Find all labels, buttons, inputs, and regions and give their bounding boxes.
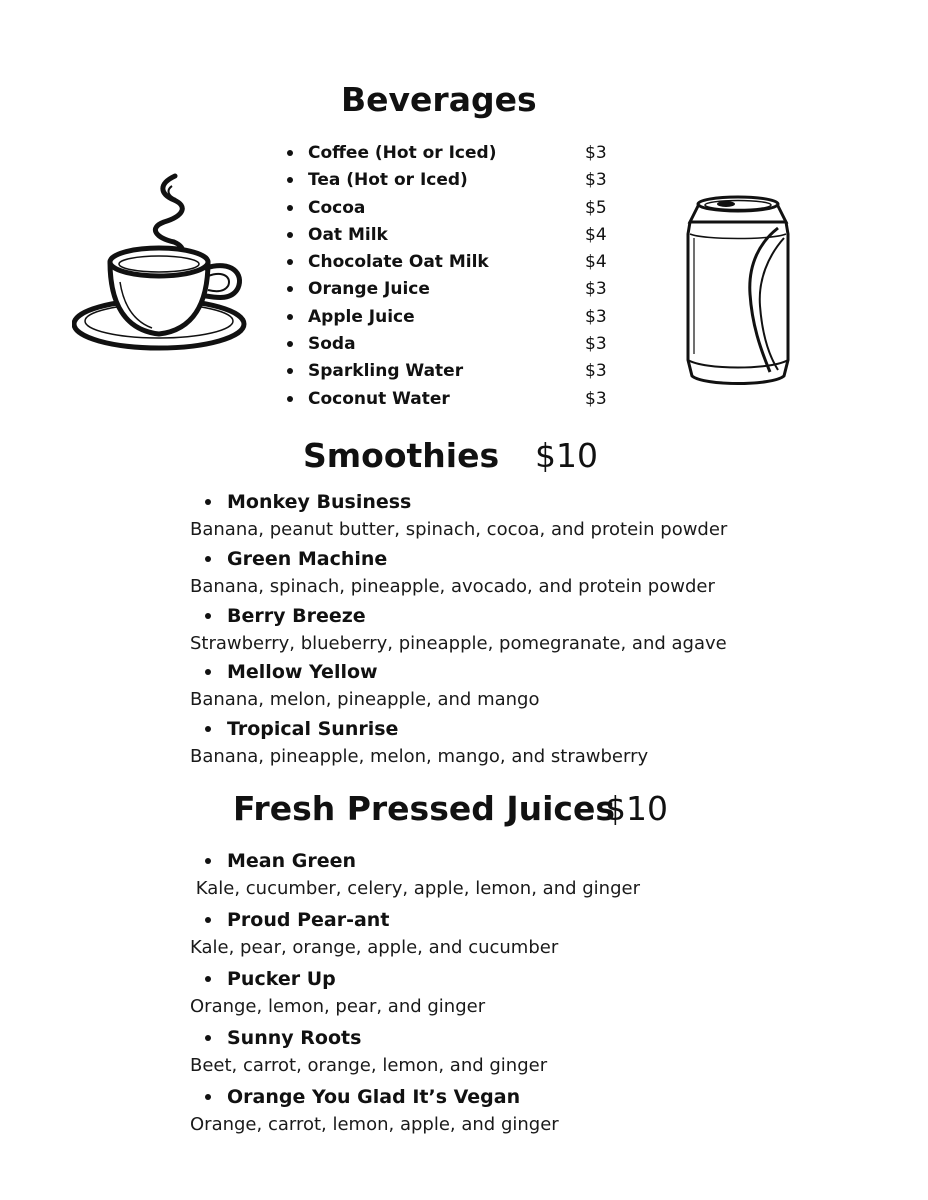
list-item <box>287 278 627 305</box>
list-item <box>190 715 727 772</box>
bullet-icon <box>287 368 293 374</box>
list-item <box>190 488 727 545</box>
list-item <box>190 1024 640 1083</box>
bullet-icon <box>205 917 211 923</box>
bullet-icon <box>287 150 293 156</box>
item-name-text: Proud Pear-ant <box>227 909 390 931</box>
item-name: Soda <box>308 334 356 355</box>
list-item <box>190 658 727 715</box>
item-name <box>190 658 727 686</box>
list-item <box>287 251 627 278</box>
item-description: Orange, carrot, lemon, apple, and ginger <box>190 1114 559 1135</box>
list-item <box>190 965 640 1024</box>
bullet-icon <box>287 177 293 183</box>
bullet-icon <box>205 726 211 732</box>
item-name-text: Tropical Sunrise <box>227 718 399 741</box>
item-name: Tea (Hot or Iced) <box>308 170 468 191</box>
list-item <box>287 169 627 196</box>
juices-price: $10 <box>605 789 668 828</box>
list-item <box>287 197 627 224</box>
list-item <box>190 545 727 602</box>
bullet-icon <box>205 1035 211 1041</box>
item-name: Coconut Water <box>308 388 450 409</box>
juices-title: Fresh Pressed Juices <box>233 789 615 828</box>
item-name: Orange Juice <box>308 279 430 300</box>
item-name-text: Orange You Glad It’s Vegan <box>227 1086 521 1108</box>
list-item <box>287 333 627 360</box>
item-name-text: Green Machine <box>227 547 388 570</box>
item-name-text: Berry Breeze <box>227 604 366 627</box>
bullet-icon <box>287 259 293 265</box>
item-price: $3 <box>585 388 607 409</box>
item-name-text: Pucker Up <box>227 968 336 990</box>
bullet-icon <box>205 556 211 562</box>
item-price: $3 <box>585 334 607 355</box>
item-description: Banana, spinach, pineapple, avocado, and protein powder <box>190 575 715 597</box>
item-price: $5 <box>585 197 607 218</box>
smoothies-list <box>190 488 727 772</box>
item-price: $3 <box>585 279 607 300</box>
beverages-title: Beverages <box>341 80 537 119</box>
item-name <box>190 847 640 875</box>
list-item <box>190 847 640 906</box>
item-price: $4 <box>585 252 607 273</box>
item-name <box>190 488 727 516</box>
item-price: $3 <box>585 143 607 163</box>
item-name <box>190 1083 640 1111</box>
item-description: Beet, carrot, orange, lemon, and ginger <box>190 1055 548 1076</box>
item-price: $3 <box>585 170 607 191</box>
item-description: Banana, melon, pineapple, and mango <box>190 689 540 711</box>
item-price: $3 <box>585 361 607 382</box>
bullet-icon <box>287 286 293 292</box>
list-item <box>190 1083 640 1142</box>
item-name <box>190 545 727 573</box>
item-description: Kale, cucumber, celery, apple, lemon, and ginger <box>190 878 640 899</box>
item-price: $4 <box>585 224 607 245</box>
bullet-icon <box>205 669 211 675</box>
list-item <box>190 906 640 965</box>
item-name-text: Mellow Yellow <box>227 661 378 684</box>
item-name <box>190 1024 640 1052</box>
bullet-icon <box>205 858 211 864</box>
item-name: Sparkling Water <box>308 361 464 382</box>
list-item <box>287 306 627 333</box>
smoothies-price: $10 <box>535 436 598 475</box>
smoothies-title: Smoothies <box>303 436 500 475</box>
juices-list <box>190 847 640 1142</box>
soda-can-icon <box>684 194 792 390</box>
item-description: Banana, peanut butter, spinach, cocoa, and protein powder <box>190 519 728 540</box>
list-item <box>287 142 627 169</box>
bullet-icon <box>287 205 293 211</box>
item-name <box>190 602 727 630</box>
item-price: $3 <box>585 306 607 327</box>
list-item <box>190 602 727 659</box>
bullet-icon <box>205 976 211 982</box>
bullet-icon <box>205 499 211 505</box>
beverages-list <box>287 142 627 415</box>
list-item <box>287 224 627 251</box>
item-description: Kale, pear, orange, apple, and cucumber <box>190 937 559 958</box>
item-name-text: Monkey Business <box>227 491 412 513</box>
item-name: Apple Juice <box>308 306 415 327</box>
bullet-icon <box>287 396 293 402</box>
item-name-text: Sunny Roots <box>227 1027 362 1049</box>
bullet-icon <box>287 232 293 238</box>
item-name: Oat Milk <box>308 224 388 245</box>
item-name: Coffee (Hot or Iced) <box>308 143 497 163</box>
coffee-cup-icon <box>72 172 247 354</box>
item-name <box>190 906 640 934</box>
list-item <box>287 388 627 415</box>
item-name <box>190 715 727 743</box>
bullet-icon <box>205 613 211 619</box>
bullet-icon <box>287 341 293 347</box>
item-description: Strawberry, blueberry, pineapple, pomegranate, and agave <box>190 632 727 654</box>
bullet-icon <box>205 1094 211 1100</box>
item-name <box>190 965 640 993</box>
item-name: Cocoa <box>308 197 366 218</box>
item-description: Orange, lemon, pear, and ginger <box>190 996 486 1017</box>
bullet-icon <box>287 314 293 320</box>
item-name-text: Mean Green <box>227 850 357 872</box>
list-item <box>287 360 627 387</box>
item-name: Chocolate Oat Milk <box>308 252 489 273</box>
item-description: Banana, pineapple, melon, mango, and strawberry <box>190 746 649 768</box>
